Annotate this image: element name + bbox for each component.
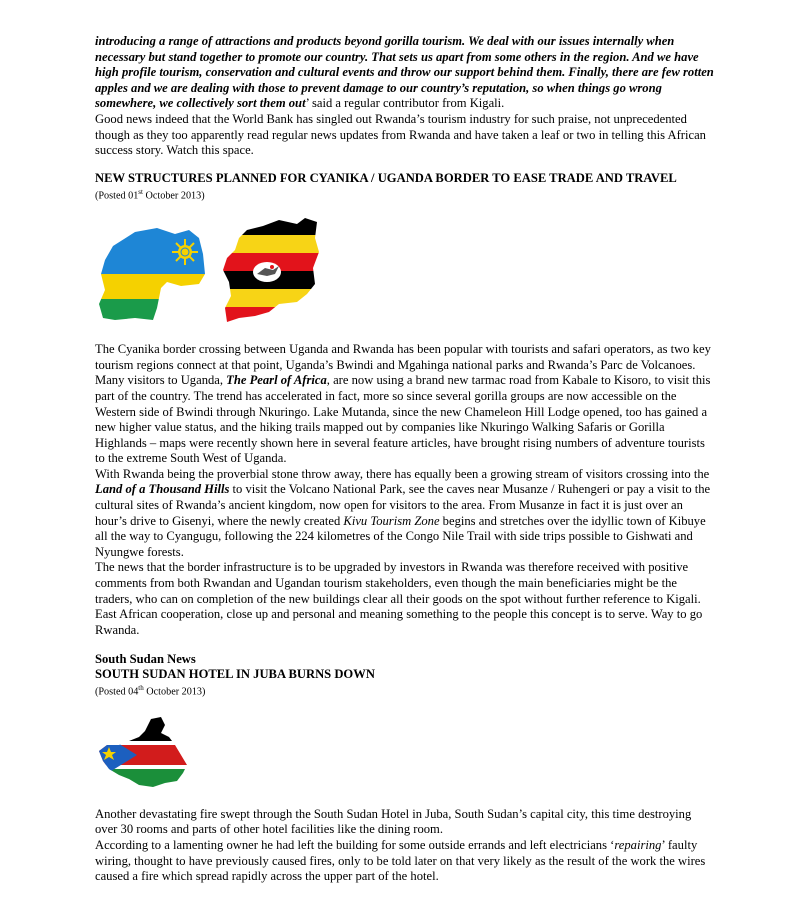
article2-section-label: South Sudan News [95, 652, 196, 667]
article2-posted-date: (Posted 04th October 2013) [95, 684, 206, 698]
uganda-flag-map-icon [217, 216, 321, 326]
article1-flag-maps [95, 216, 715, 332]
article2-paragraph-2: According to a lamenting owner he had left the building for some outside errands and left electricians ‘repairing’ faulty wiring, thought to have previously caused fires, only to be told later on that very likely as the result of the work the wires caused a fire which spread rapidly across the upper part of the hotel. [95, 838, 706, 884]
intro-paragraph [95, 34, 715, 112]
article1-paragraph-1: The Cyanika border crossing between Uganda and Rwanda has been popular with tourists and safari operators, as two key tourism regions connect at that point, Uganda’s Bwindi and Mgahinga national parks and Rwanda’s Parc de Volcanoes. Many visitors to Uganda, The Pearl of Africa, are now using a brand new tarmac road from Kabale to Kisoro, to visit this part of the country. The trend has accelerated in fact, more so since several gorilla groups are now accessible on the Western side of Bwindi through Nkuringo. Lake Mutanda, since the new Chameleon Hill Lodge opened, too has gained a new higher value status, and the hiking trails mapped out by companies like Nkuringo Walking Safaris or Gorilla Highlands – maps were recently shown here in several feature articles, have brought rising numbers of adventure tourists to the extreme South West of Uganda. [95, 342, 711, 466]
article2-paragraph-1: Another devastating fire swept through the South Sudan Hotel in Juba, South Sudan’s capital city, this time destroying over 30 rooms and parts of other hotel facilities like the dining room. [95, 806, 692, 837]
intro-quote-bold: introducing a range of attractions and products beyond gorilla tourism. We deal with our issues internally when necessary but stand together to promote our country. That sets us apart from some others in the region. And we have high profile tourism, conservation and cultural events and throw our support behind them. Finally, there are few rotten apples and we are dealing with those to prevent damage to our country’s reputation, so when things go wrong somewhere, we collectively sort them out [95, 34, 714, 111]
south-sudan-flag-map-icon [95, 715, 191, 791]
article1-heading: NEW STRUCTURES PLANNED FOR CYANIKA / UGANDA BORDER TO EASE TRADE AND TRAVEL [95, 170, 677, 185]
article2-heading: SOUTH SUDAN HOTEL IN JUBA BURNS DOWN [95, 667, 375, 682]
intro-paragraph-2: Good news indeed that the World Bank has singled out Rwanda’s tourism industry for such praise, not unprecedented though as they too apparently read regular news updates from Rwanda and have taken a leaf or two in telling this African success story. Watch this space. [95, 111, 706, 158]
article1-paragraph-3: The news that the border infrastructure is to be upgraded by investors in Rwanda was therefore received with positive comments from both Rwandan and Ugandan tourism stakeholders, even though the main beneficiaries might be the traders, who can on completion of the new buildings clear all their goods on the spot without further reference to Kigali. [95, 560, 701, 606]
article1-posted-date: (Posted 01st October 2013) [95, 187, 205, 202]
intro-quote-tail: ’ said a regular contributor from Kigali. [305, 96, 505, 111]
document-page [95, 34, 715, 885]
article1-paragraph-2: With Rwanda being the proverbial stone throw away, there has equally been a growing stream of visitors crossing into the Land of a Thousand Hills to visit the Volcano National Park, see the caves near Musanze / Ruhengeri or pay a visit to the cultural sites of Rwanda’s ancient kingdom, now open for visitors to the area. From Musanze in fact it is just over an hour’s drive to Gisenyi, where the newly created Kivu Tourism Zone begins and stretches over the idyllic town of Kibuye all the way to Cyangugu, following the 224 kilometres of the Congo Nile Trail with side trips possible to Gishwati and Nyungwe forests. [95, 466, 711, 559]
rwanda-flag-map-icon [95, 224, 207, 324]
article2-flag-map [95, 715, 715, 795]
article1-paragraph-4: East African cooperation, close up and personal and meaning something to the people this concept is to serve. Way to go Rwanda. [95, 607, 703, 637]
